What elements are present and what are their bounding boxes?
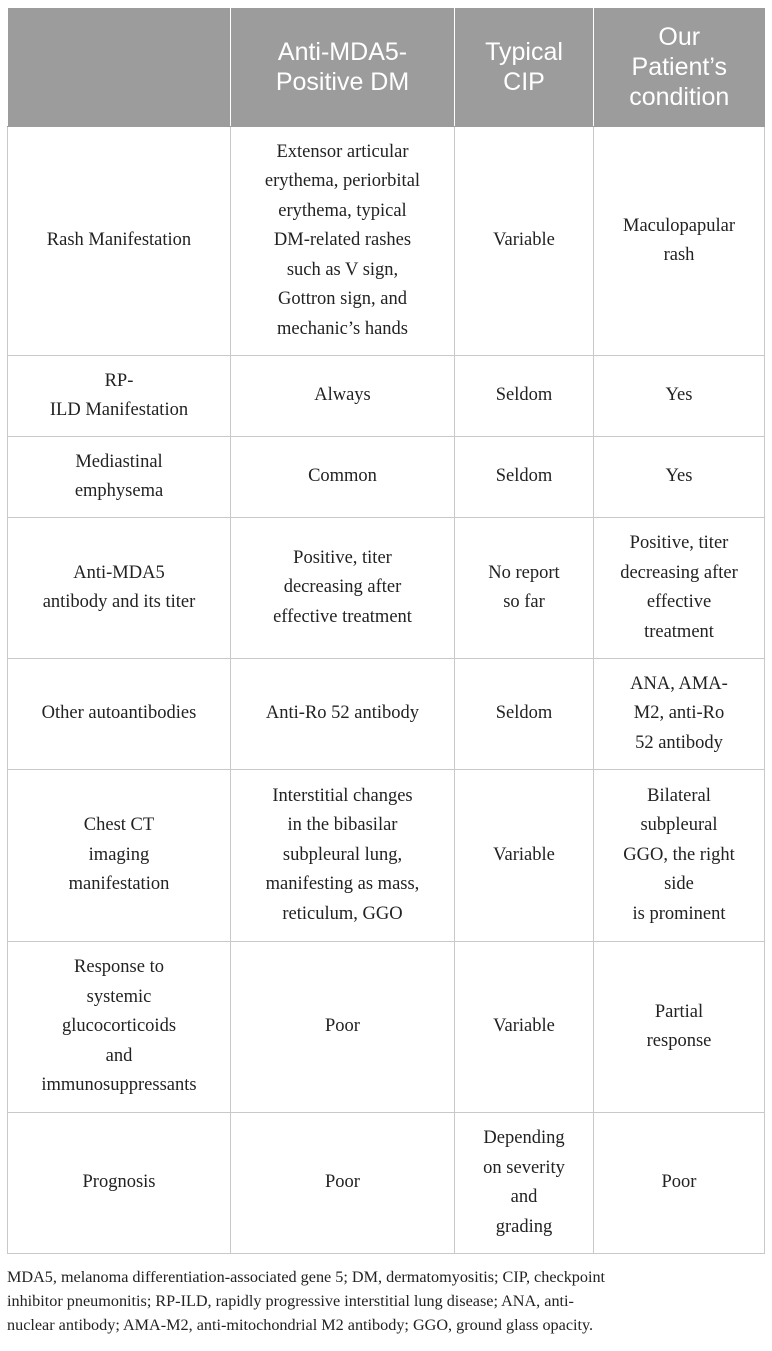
text-line: Rash Manifestation xyxy=(46,230,192,251)
cell-feature xyxy=(8,437,231,518)
text-line: effective treatment xyxy=(273,606,412,627)
text-line: rash xyxy=(663,245,695,265)
cell-anti-mda5-dm xyxy=(231,1113,455,1254)
text-line: grading xyxy=(495,1216,553,1237)
text-line: Yes xyxy=(665,466,693,487)
cell-anti-mda5-dm xyxy=(231,942,455,1113)
comparison-table-container xyxy=(7,8,764,1254)
cell-patient-condition xyxy=(594,942,765,1113)
text-line: Anti-MDA5 xyxy=(73,562,165,583)
table-row xyxy=(8,659,765,770)
text-line: subpleural lung, xyxy=(282,844,403,865)
cell-typical-cip xyxy=(455,356,594,437)
text-line: Bilateral xyxy=(647,785,711,806)
text-line: Typical xyxy=(485,38,563,66)
text-line: Positive, titer xyxy=(629,533,729,553)
cell-anti-mda5-dm xyxy=(231,770,455,942)
text-line: Poor xyxy=(325,1172,360,1193)
cell-patient-condition xyxy=(594,770,765,942)
text-line: Variable xyxy=(493,844,555,865)
cell-patient-condition xyxy=(594,659,765,770)
cell-feature xyxy=(8,1113,231,1254)
cell-typical-cip xyxy=(455,127,594,356)
cell-feature xyxy=(8,659,231,770)
cell-typical-cip xyxy=(455,659,594,770)
cell-anti-mda5-dm xyxy=(231,518,455,659)
text-line: such as V sign, xyxy=(286,259,399,280)
text-line: imaging xyxy=(88,844,150,865)
text-line: in the bibasilar xyxy=(287,815,398,836)
cell-anti-mda5-dm xyxy=(231,437,455,518)
text-line: Depending xyxy=(483,1128,565,1148)
text-line: Common xyxy=(308,466,377,487)
text-line: treatment xyxy=(644,621,714,642)
text-line: Poor xyxy=(325,1016,360,1037)
text-line: manifestation xyxy=(68,874,170,895)
table-body xyxy=(8,127,765,1254)
text-line: Seldom xyxy=(495,703,553,724)
text-line: Anti-Ro 52 antibody xyxy=(265,703,420,724)
text-line: ANA, AMA- xyxy=(630,673,728,694)
text-line: decreasing after xyxy=(620,562,738,583)
text-line: Chest CT xyxy=(83,815,155,836)
text-line: immunosuppressants xyxy=(41,1075,197,1096)
cell-patient-condition xyxy=(594,518,765,659)
text-line: is prominent xyxy=(632,903,726,924)
text-line: on severity xyxy=(483,1157,565,1178)
text-line: Maculopapular xyxy=(623,215,735,236)
text-line: Poor xyxy=(661,1172,697,1193)
text-line: Seldom xyxy=(495,385,553,406)
cell-typical-cip xyxy=(455,437,594,518)
text-line: MDA5, melanoma differentiation-associated gene 5; DM, dermatomyositis; CIP, checkpoint xyxy=(7,1268,606,1286)
text-line: nuclear antibody; AMA-M2, anti-mitochondrial M2 antibody; GGO, ground glass opacity. xyxy=(7,1316,594,1334)
cell-anti-mda5-dm xyxy=(231,659,455,770)
text-line: Always xyxy=(314,385,371,406)
header-anti-mda5-dm xyxy=(231,8,455,127)
cell-anti-mda5-dm xyxy=(231,356,455,437)
cell-patient-condition xyxy=(594,1113,765,1254)
cell-patient-condition xyxy=(594,437,765,518)
text-line: response xyxy=(646,1031,712,1051)
text-line: and xyxy=(510,1187,538,1207)
cell-typical-cip xyxy=(455,1113,594,1254)
table-footnote xyxy=(7,1265,767,1337)
table-row xyxy=(8,1113,765,1254)
text-line: Gottron sign, and xyxy=(278,289,407,310)
text-line: reticulum, GGO xyxy=(282,903,403,924)
text-line: CIP xyxy=(503,68,545,96)
text-line: glucocorticoids xyxy=(61,1016,177,1037)
text-line: Prognosis xyxy=(82,1172,156,1193)
table-row xyxy=(8,518,765,659)
text-line: side xyxy=(664,874,694,895)
text-line: manifesting as mass, xyxy=(265,874,420,895)
table-row xyxy=(8,942,765,1113)
cell-feature xyxy=(8,770,231,942)
cell-feature xyxy=(8,127,231,356)
cell-feature xyxy=(8,942,231,1113)
text-line: ILD Manifestation xyxy=(49,400,189,420)
cell-feature xyxy=(8,356,231,437)
text-line: subpleural xyxy=(640,815,718,836)
text-line: Anti-MDA5- xyxy=(277,38,408,66)
text-line: mechanic’s hands xyxy=(277,318,408,339)
text-line: Other autoantibodies xyxy=(41,703,197,724)
text-line: and xyxy=(105,1045,133,1066)
text-line: 52 antibody xyxy=(635,732,723,753)
table-row xyxy=(8,127,765,356)
text-line: Patient’s xyxy=(631,53,727,81)
cell-typical-cip xyxy=(455,770,594,942)
text-line: so far xyxy=(503,592,545,612)
table-row xyxy=(8,356,765,437)
text-line: Positive DM xyxy=(275,68,410,96)
header-typical-cip xyxy=(455,8,594,127)
header-row xyxy=(8,8,765,127)
text-line: decreasing after xyxy=(283,577,402,598)
comparison-table xyxy=(7,8,765,1254)
text-line: M2, anti-Ro xyxy=(633,703,725,724)
text-line: Yes xyxy=(665,385,693,406)
text-line: No report xyxy=(488,562,560,583)
text-line: Our xyxy=(658,23,701,51)
text-line: Mediastinal xyxy=(75,451,163,472)
text-line: Positive, titer xyxy=(293,547,392,568)
table-row xyxy=(8,770,765,942)
cell-anti-mda5-dm xyxy=(231,127,455,356)
text-line: Seldom xyxy=(495,466,553,487)
text-line: Partial xyxy=(654,1001,704,1022)
cell-typical-cip xyxy=(455,942,594,1113)
text-line: Variable xyxy=(493,230,555,251)
text-line: condition xyxy=(629,83,730,111)
text-line: Response to xyxy=(74,957,164,978)
cell-patient-condition xyxy=(594,356,765,437)
header-feature xyxy=(8,8,231,127)
cell-typical-cip xyxy=(455,518,594,659)
table-row xyxy=(8,437,765,518)
text-line: systemic xyxy=(86,986,152,1007)
text-line: RP- xyxy=(104,370,134,391)
text-line: Extensor articular xyxy=(276,141,409,162)
table-header xyxy=(8,8,765,127)
text-line: Variable xyxy=(493,1016,555,1037)
cell-patient-condition xyxy=(594,127,765,356)
text-line: erythema, periorbital xyxy=(264,171,421,192)
text-line: antibody and its titer xyxy=(42,592,196,612)
text-line: effective xyxy=(646,592,712,612)
text-line: inhibitor pneumonitis; RP-ILD, rapidly progressive interstitial lung disease; ANA, anti- xyxy=(7,1292,574,1310)
text-line: emphysema xyxy=(74,481,164,501)
text-line: erythema, typical xyxy=(278,200,407,221)
text-line: GGO, the right xyxy=(623,844,735,865)
text-line: Interstitial changes xyxy=(272,785,413,806)
text-line: DM-related rashes xyxy=(273,230,412,251)
header-patient-condition xyxy=(594,8,765,127)
cell-feature xyxy=(8,518,231,659)
